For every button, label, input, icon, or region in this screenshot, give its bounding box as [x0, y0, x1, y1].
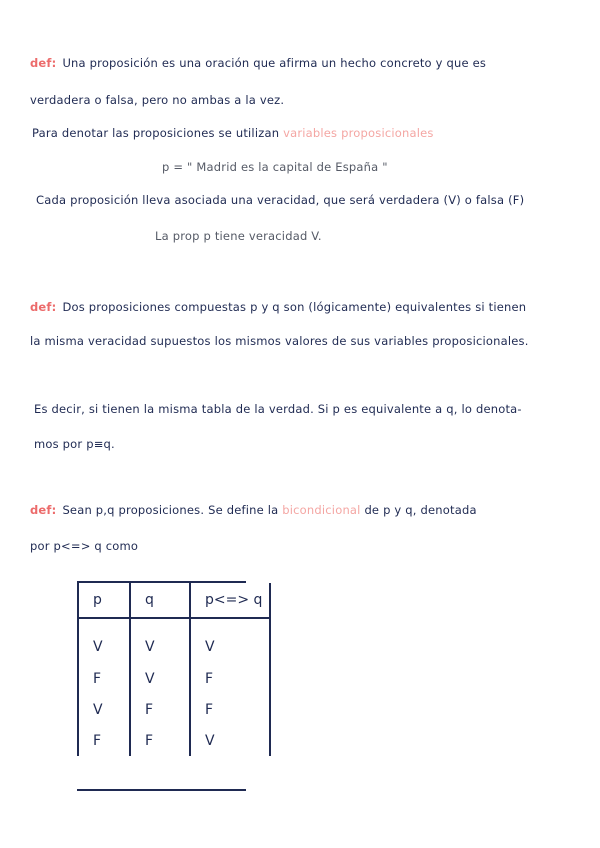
def1-text-3: Para denotar las proposiciones se utilizan — [32, 126, 280, 140]
cell-p: V — [78, 694, 130, 725]
cell-bicond: F — [190, 663, 270, 694]
cell-q: V — [130, 663, 190, 694]
cell-p: V — [78, 618, 130, 663]
def1-example: p = " Madrid es la capital de España " — [162, 160, 388, 174]
def2-text-1: Dos proposiciones compuestas p y q son (lógicamente) equivalentes si tienen — [62, 300, 527, 314]
variables-proposicionales-highlight: variables proposicionales — [283, 126, 434, 140]
def1-line-2: verdadera o falsa, pero no ambas a la vez. — [30, 93, 285, 107]
def1-line-1 — [30, 56, 486, 70]
cell-p: F — [78, 663, 130, 694]
cell-q: F — [130, 725, 190, 756]
def1-text-1: Una proposición es una oración que afirma un hecho concreto y que es — [62, 56, 487, 70]
def2-line-1 — [30, 300, 526, 314]
cell-bicond: F — [190, 694, 270, 725]
def1-line-6: La prop p tiene veracidad V. — [155, 229, 322, 243]
cell-bicond: V — [190, 725, 270, 756]
def3-text-1: Sean p,q proposiciones. Se define la — [62, 503, 279, 517]
header-bicond: p<=> q — [190, 583, 270, 618]
def3-tag: def: — [30, 503, 57, 517]
table-row — [78, 694, 270, 725]
cell-q: V — [130, 618, 190, 663]
cell-bicond: V — [190, 618, 270, 663]
table-row — [78, 618, 270, 663]
truth-table-header-row — [78, 583, 270, 618]
cell-p: F — [78, 725, 130, 756]
def3-text-1-post: de p y q, denotada — [364, 503, 477, 517]
def2-line-2: la misma veracidad supuestos los mismos valores de sus variables proposicionales. — [30, 334, 529, 348]
table-row — [78, 725, 270, 756]
header-q: q — [130, 583, 190, 618]
def3-line-2: por p<=> q como — [30, 539, 139, 553]
def1-line-5: Cada proposición lleva asociada una veracidad, que será verdadera (V) o falsa (F) — [36, 193, 525, 207]
def1-tag: def: — [30, 56, 57, 70]
def3-line-1 — [30, 503, 477, 517]
header-p: p — [78, 583, 130, 618]
para-line-2: mos por p≡q. — [34, 437, 115, 451]
para-line-1: Es decir, si tienen la misma tabla de la verdad. Si p es equivalente a q, lo denota- — [34, 402, 522, 416]
truth-table — [77, 583, 271, 756]
bicondicional-highlight: bicondicional — [282, 503, 361, 517]
def2-tag: def: — [30, 300, 57, 314]
truth-table-bottom-border — [77, 789, 246, 791]
cell-q: F — [130, 694, 190, 725]
def1-line-3 — [32, 126, 434, 140]
table-row — [78, 663, 270, 694]
